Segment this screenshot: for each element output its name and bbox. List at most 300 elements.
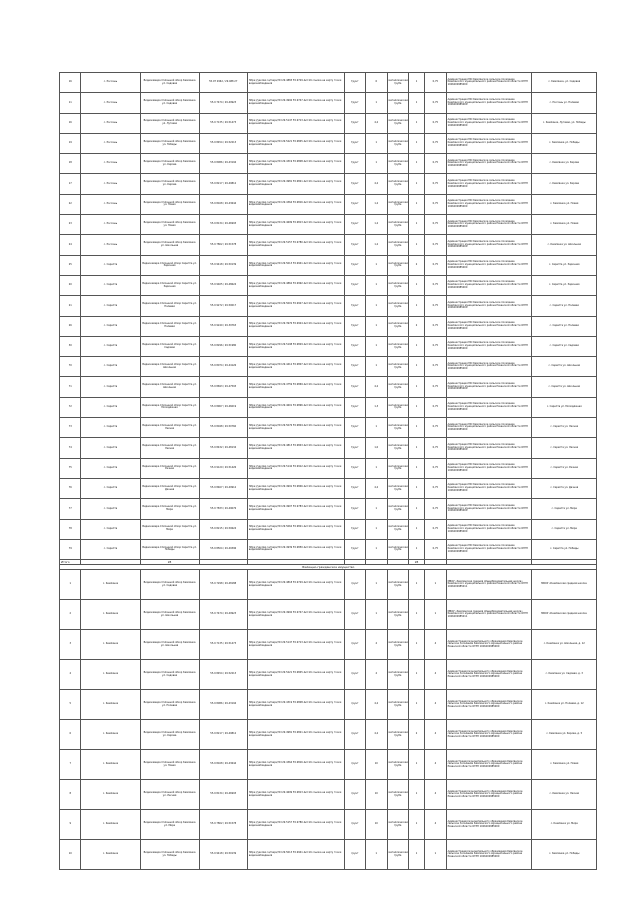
settlement-cell: с. Сарепта: [81, 377, 140, 397]
map-link-cell[interactable]: https://yandex.ru/maps/?ll=29.4939 55.9850 &z=16 ссылка на карту точки видеонаблюдения: [247, 539, 344, 559]
count-a-cell: 1: [409, 357, 425, 377]
count-b-cell: 0,75: [425, 438, 446, 458]
count-b-cell: 4: [425, 780, 446, 810]
object-name-cell: Видеокамера Сплошной обзор Кемлянка ул. Школьная: [140, 630, 199, 660]
settlement-cell: с. Сарепта: [81, 418, 140, 438]
area-value-cell: 1: [366, 519, 387, 539]
coordinates-cell: 55.9 7833 / 29.49076: [199, 499, 247, 519]
object-name-cell: Видеокамера Сплошной обзор Сарепта ул. Лесная: [140, 418, 199, 438]
material-cell: металлическая труба: [387, 275, 408, 295]
area-value-cell: 1: [366, 255, 387, 275]
settlement-cell: с. Сарепта: [81, 357, 140, 377]
row-number-cell: 78: [60, 519, 81, 539]
surface-type-cell: грунт: [344, 810, 365, 840]
map-link-cell[interactable]: https://yandex.ru/maps/?ll=29.5076 55.9804 &z=16 ссылка на карту точки видеонаблюдения: [247, 418, 344, 438]
map-link-cell[interactable]: https://yandex.ru/maps/?ll=29.4601 55.9896 &z=16 ссылка на карту точки видеонаблюдения: [247, 397, 344, 417]
table-row: [60, 336, 597, 356]
count-a-cell: 1: [409, 570, 425, 600]
coordinates-cell: 55.9 9272 / 29.50017: [199, 296, 247, 316]
count-a-cell: 1: [409, 73, 425, 93]
table-row: [60, 570, 597, 600]
row-number-cell: 22: [60, 194, 81, 214]
count-a-cell: 1: [409, 478, 425, 498]
area-value-cell: 4,2: [366, 690, 387, 720]
material-cell: металлическая труба: [387, 336, 408, 356]
row-number-cell: 9: [60, 810, 81, 840]
material-cell: металлическая труба: [387, 780, 408, 810]
count-b-cell: 0,75: [425, 539, 446, 559]
material-cell: металлическая труба: [387, 113, 408, 133]
row-number-cell: 25: [60, 255, 81, 275]
count-a-cell: 1: [409, 438, 425, 458]
table-row: [60, 630, 597, 660]
address-cell: с. Кемлянка ул. Школьная: [532, 235, 597, 255]
count-a-cell: 1: [409, 600, 425, 630]
table-row: [60, 600, 597, 630]
map-link-cell[interactable]: https://yandex.ru/maps/?ll=29.5001 55.9927 &z=16 ссылка на карту точки видеонаблюдения: [247, 296, 344, 316]
address-cell: с. Кемлянка ул. Победы: [532, 840, 597, 870]
address-cell: с. Кемлянка ул. Садовая, д. 3: [532, 660, 597, 690]
surface-type-cell: грунт: [344, 750, 365, 780]
address-cell: с. Сарепта ул. Победы: [532, 539, 597, 559]
map-link-cell[interactable]: https://yandex.ru/maps/?ll=29.4759 55.9869 &z=16 ссылка на карту точки видеонаблюдения: [247, 377, 344, 397]
row-number-cell: 1: [60, 570, 81, 600]
material-cell: металлическая труба: [387, 316, 408, 336]
owner-cell: Администрация муниципального образования Кемлянское сельское поселение Кемлянского муниципального района Рязанской области ОГРН 1026200985000: [446, 630, 532, 660]
material-cell: металлическая труба: [387, 154, 408, 174]
address-cell: с. Сарепта ул. Заречная: [532, 255, 597, 275]
material-cell: металлическая труба: [387, 357, 408, 377]
count-b-cell: 0,75: [425, 215, 446, 235]
address-cell: с. Кемлянка ул. Новая: [532, 750, 597, 780]
count-a-cell: 1: [409, 519, 425, 539]
address-cell: с. Кемлянка ул. Кирова: [532, 154, 597, 174]
area-value-cell: 1: [366, 539, 387, 559]
material-cell: металлическая труба: [387, 215, 408, 235]
settlement-cell: с. Сарепта: [81, 478, 140, 498]
count-b-cell: 0,75: [425, 519, 446, 539]
surface-type-cell: Грунт: [344, 275, 365, 295]
settlement-cell: с. Россошь: [81, 174, 140, 194]
owner-cell: Администрация МО Кемлянское сельское поселение Кемлянского муниципального района Рязанской области ОГРН 1026200985000: [446, 215, 532, 235]
coordinates-cell: 55.9 9418 / 29.50139: [199, 255, 247, 275]
count-a-cell: 1: [409, 377, 425, 397]
surface-type-cell: Грунт: [344, 316, 365, 336]
area-value-cell: 10: [366, 810, 387, 840]
map-link-cell[interactable]: https://yandex.ru/maps/?ll=29.4364 55.9816 &z=16 ссылка на карту точки видеонаблюдения: [247, 194, 344, 214]
settlement-cell: с. Россошь: [81, 194, 140, 214]
coordinates-cell: 55.9 8296 / 29.51980: [199, 336, 247, 356]
material-cell: металлическая труба: [387, 519, 408, 539]
count-b-cell: 0,75: [425, 316, 446, 336]
area-value-cell: 4,2: [366, 113, 387, 133]
map-link-cell[interactable]: https://yandex.ru/maps/?ll=29.5157 55.9780 &z=16 ссылка на карту точки видеонаблюдения: [247, 810, 344, 840]
row-number-cell: 2: [60, 600, 81, 630]
count-a-cell: 1: [409, 539, 425, 559]
owner-cell: Администрация МО Кемлянское сельское поселение Кемлянского муниципального района Рязанской области ОГРН 1026200985000: [446, 113, 532, 133]
surface-type-cell: Грунт: [344, 93, 365, 113]
map-link-cell[interactable]: https://yandex.ru/maps/?ll=29.4907 55.9783 &z=16 ссылка на карту точки видеонаблюдения: [247, 499, 344, 519]
row-number-cell: 5: [60, 690, 81, 720]
table-row: [60, 660, 597, 690]
coordinates-cell: 55.9 8454 / 29.52213: [199, 133, 247, 153]
table-row: [60, 215, 597, 235]
surface-type-cell: грунт: [344, 600, 365, 630]
map-link-cell[interactable]: https://yandex.ru/maps/?ll=29.5013 55.9941 &z=16 ссылка на карту точки видеонаблюдения: [247, 255, 344, 275]
owner-cell: Администрация МО Кемлянское сельское поселение Кемлянского муниципального района Рязанской области ОГРН 1026200985000: [446, 397, 532, 417]
material-cell: металлическая труба: [387, 720, 408, 750]
owner-cell: Администрация МО Кемлянское сельское поселение Кемлянского муниципального района Рязанской области ОГРН 1026200985000: [446, 235, 532, 255]
object-name-cell: Видеокамера Сплошной обзор Кемлянка ул. Полевая: [140, 690, 199, 720]
address-cell: с. Кемлянка ул. Полевая, д. 12: [532, 690, 597, 720]
address-cell: с. Сарепта ул. Заречная: [532, 275, 597, 295]
map-link-cell[interactable]: https://yandex.ru/maps/?ll=29.4981 55.9821 &z=16 ссылка на карту точки видеонаблюдения: [247, 174, 344, 194]
owner-cell: Администрация МО Кемлянское сельское поселение Кемлянского муниципального района Рязанской области ОГРН 1026200985000: [446, 174, 532, 194]
coordinates-cell: 55.9 8074 / 29.44126: [199, 357, 247, 377]
count-b-cell: 1: [425, 600, 446, 630]
address-cell: с. Кемлянка ул. Кирова: [532, 174, 597, 194]
count-b-cell: 0,75: [425, 174, 446, 194]
surface-type-cell: Грунт: [344, 458, 365, 478]
map-link-cell[interactable]: https://yandex.ru/maps/?ll=29.3976 55.9924 &z=16 ссылка на карту точки видеонаблюдения: [247, 316, 344, 336]
count-a-cell: 1: [409, 840, 425, 870]
map-link-cell[interactable]: https://yandex.ru/maps/?ll=29.4813 55.9843 &z=16 ссылка на карту точки видеонаблюдения: [247, 438, 344, 458]
material-cell: металлическая труба: [387, 840, 408, 870]
material-cell: металлическая труба: [387, 255, 408, 275]
count-a-cell: 1: [409, 174, 425, 194]
object-name-cell: Видеокамера Сплошной обзор Сарепта ул. Дачная: [140, 478, 199, 498]
coordinates-cell: 55.9 7298 / 29.48188: [199, 570, 247, 600]
owner-cell: Администрация МО Кемлянское сельское поселение Кемлянского муниципального района Рязанской области ОГРН 1026200985000: [446, 438, 532, 458]
coordinates-cell: 55.9 8086 / 29.43194: [199, 154, 247, 174]
settlement-cell: с. Россошь: [81, 235, 140, 255]
surface-type-cell: Грунт: [344, 133, 365, 153]
area-value-cell: 4,2: [366, 720, 387, 750]
area-value-cell: 1: [366, 296, 387, 316]
count-b-cell: 0,75: [425, 275, 446, 295]
count-a-cell: 1: [409, 458, 425, 478]
object-name-cell: Видеокамера Сплошной обзор Кемлянка ул. Новая: [140, 215, 199, 235]
object-name-cell: Видеокамера Сплошной обзор Кемлянка ул. Лесная: [140, 780, 199, 810]
count-a-cell: 1: [409, 810, 425, 840]
count-b-cell: 0,75: [425, 336, 446, 356]
count-b-cell: 0,75: [425, 418, 446, 438]
object-name-cell: Видеокамера Сплошной обзор Сарепта ул. Полевая: [140, 316, 199, 336]
count-a-cell: 1: [409, 154, 425, 174]
area-value-cell: 1: [366, 499, 387, 519]
count-a-cell: 1: [409, 660, 425, 690]
object-name-cell: Видеокамера Сплошной обзор Сарепта ул. Мира: [140, 519, 199, 539]
surface-type-cell: Грунт: [344, 235, 365, 255]
material-cell: металлическая труба: [387, 750, 408, 780]
object-name-cell: Видеокамера Сплошной обзор Кемлянка ул. Школьная: [140, 235, 199, 255]
owner-cell: Администрация МО Кемлянское сельское поселение Кемлянского муниципального района Рязанской области ОГРН 1026200985000: [446, 357, 532, 377]
row-number-cell: 77: [60, 499, 81, 519]
count-a-cell: 1: [409, 133, 425, 153]
count-b-cell: 0,75: [425, 154, 446, 174]
row-number-cell: 74: [60, 438, 81, 458]
count-b-cell: 4: [425, 630, 446, 660]
coordinates-cell: 55.97 2962 / 29.488 27: [199, 73, 247, 93]
table-row: [60, 840, 597, 870]
row-number-cell: 75: [60, 458, 81, 478]
area-value-cell: 1: [366, 154, 387, 174]
owner-cell: Администрация МО Кемлянское сельское поселение Кемлянского муниципального района Рязанской области ОГРН 1026200985000: [446, 133, 532, 153]
object-name-cell: Видеокамера Сплошной обзор Сарепта ул. Победы: [140, 539, 199, 559]
address-cell: МБОУ «Кемлянская средняя школа»: [532, 570, 597, 600]
material-cell: металлическая труба: [387, 438, 408, 458]
count-b-cell: 0,75: [425, 93, 446, 113]
map-link-cell[interactable]: https://yandex.ru/maps/?ll=29.4991 55.9846 &z=16 ссылка на карту точки видеонаблюдения: [247, 478, 344, 498]
map-link-cell[interactable]: https://yandex.ru/maps/?ll=29.4862 55.9992 &z=16 ссылка на карту точки видеонаблюдения: [247, 275, 344, 295]
table-row: [60, 780, 597, 810]
material-cell: металлическая труба: [387, 458, 408, 478]
area-value-cell: 6: [366, 73, 387, 93]
coordinates-cell: 55.9 8134 / 29.46993: [199, 780, 247, 810]
coordinates-cell: 55.9 7135 / 29.51473: [199, 630, 247, 660]
map-link-cell[interactable]: https://yandex.ru/maps/?ll=29.5157 55.9780 &z=16 ссылка на карту точки видеонаблюдения: [247, 235, 344, 255]
surface-type-cell: Грунт: [344, 296, 365, 316]
address-cell: с. Кемлянка ул. Школьная, д. 12: [532, 630, 597, 660]
owner-cell: Администрация МО Кемлянское сельское поселение Кемлянского муниципального района Рязанской области ОГРН 1026200985000: [446, 539, 532, 559]
coordinates-cell: 55.9 9240 / 29.39763: [199, 316, 247, 336]
table-row: [60, 499, 597, 519]
owner-cell: МБОУ «Кемлянская средняя общеобразовательная школа» Кемлянского муниципального района Рязанской области ОГРН 1026200985011: [446, 600, 532, 630]
count-a-cell: 1: [409, 296, 425, 316]
surface-type-cell: грунт: [344, 570, 365, 600]
count-a-cell: 1: [409, 113, 425, 133]
owner-cell: Администрация МО Кемлянское сельское поселение Кемлянского муниципального района Рязанской области ОГРН 1026200985000: [446, 478, 532, 498]
area-value-cell: 4: [366, 660, 387, 690]
map-link-cell[interactable]: https://yandex.ru/maps/?ll=29.4818 55.9729 &z=16 ссылка на карту точки видеонаблюдения: [247, 570, 344, 600]
owner-cell: Администрация МО Кемлянское сельское поселение Кемлянского муниципального района Рязанской области ОГРН 1026200985000: [446, 93, 532, 113]
owner-cell: Администрация МО Кемлянское сельское поселение Кемлянского муниципального района Рязанской области ОГРН 1026200985000: [446, 194, 532, 214]
table-row: [60, 255, 597, 275]
material-cell: металлическая труба: [387, 194, 408, 214]
area-value-cell: 4,2: [366, 174, 387, 194]
address-cell: с. Сарепта ул. Полевая: [532, 296, 597, 316]
count-a-cell: 1: [409, 690, 425, 720]
row-number-cell: 3: [60, 630, 81, 660]
settlement-cell: с. Кемлянка: [81, 810, 140, 840]
count-b-cell: 0,75: [425, 397, 446, 417]
map-link-cell[interactable]: https://yandex.ru/maps/?ll=29.5147 55.9713 &z=16 ссылка на карту точки видеонаблюдения: [247, 113, 344, 133]
table-row: [60, 478, 597, 498]
count-b-cell: 4: [425, 720, 446, 750]
registry-sheet: [59, 72, 597, 870]
owner-cell: Администрация МО Кемлянское сельское поселение Кемлянского муниципального района Рязанской области ОГРН 1026200985000: [446, 316, 532, 336]
row-number-cell: 16: [60, 113, 81, 133]
table-row: [60, 377, 597, 397]
count-b-cell: 4: [425, 750, 446, 780]
row-number-cell: 11: [60, 93, 81, 113]
count-b-cell: 0,75: [425, 478, 446, 498]
count-b-cell: 0,75: [425, 377, 446, 397]
map-link-cell[interactable]: https://yandex.ru/maps/?ll=29.4319 55.9808 &z=16 ссылка на карту точки видеонаблюдения: [247, 154, 344, 174]
settlement-cell: с. Россошь: [81, 93, 140, 113]
row-number-cell: 70: [60, 357, 81, 377]
object-name-cell: Видеокамера Сплошной обзор Сарепта ул. Садовая: [140, 336, 199, 356]
total-count-cell: 28: [140, 560, 199, 565]
map-link-cell[interactable]: https://yandex.ru/maps/?ll=29.4699 55.9813 &z=16 ссылка на карту точки видеонаблюдения: [247, 780, 344, 810]
material-cell: металлическая труба: [387, 296, 408, 316]
material-cell: металлическая труба: [387, 499, 408, 519]
count-a-cell: 1: [409, 336, 425, 356]
object-name-cell: Видеокамера Сплошной обзор Кемлянка ул. Луговая: [140, 113, 199, 133]
material-cell: металлическая труба: [387, 810, 408, 840]
owner-cell: Администрация МО Кемлянское сельское поселение Кемлянского муниципального района Рязанской области ОГРН 1026200985000: [446, 275, 532, 295]
owner-cell: Администрация муниципального образования Кемлянское сельское поселение Кемлянского муниципального района Рязанской области ОГРН 1026200985000: [446, 810, 532, 840]
owner-cell: Администрация муниципального образования Кемлянское сельское поселение Кемлянского муниципального района Рязанской области ОГРН 1026200985000: [446, 660, 532, 690]
owner-cell: Администрация МО Кемлянское сельское поселение Кемлянского муниципального района Рязанской области ОГРН 1026200985000: [446, 458, 532, 478]
map-link-cell[interactable]: https://yandex.ru/maps/?ll=29.5198 55.9829 &z=16 ссылка на карту точки видеонаблюдения: [247, 336, 344, 356]
map-link-cell[interactable]: https://yandex.ru/maps/?ll=29.4883 55.9729 &z=16 ссылка на карту точки видеонаблюдения: [247, 73, 344, 93]
material-cell: металлическая труба: [387, 235, 408, 255]
surface-type-cell: грунт: [344, 840, 365, 870]
coordinates-cell: 55.9 8967 / 29.46019: [199, 397, 247, 417]
map-link-cell[interactable]: https://yandex.ru/maps/?ll=29.4992 55.9747 &z=16 ссылка на карту точки видеонаблюдения: [247, 600, 344, 630]
count-b-cell: 1: [425, 570, 446, 600]
table-row: [60, 316, 597, 336]
object-name-cell: Видеокамера Сплошной обзор Сарепта ул. Лесная: [140, 438, 199, 458]
surface-type-cell: грунт: [344, 630, 365, 660]
material-cell: металлическая труба: [387, 73, 408, 93]
row-number-cell: 10: [60, 840, 81, 870]
total-sum-cell: 28: [409, 560, 425, 565]
material-cell: металлическая труба: [387, 539, 408, 559]
table-row: [60, 113, 597, 133]
count-a-cell: 1: [409, 750, 425, 780]
material-cell: металлическая труба: [387, 630, 408, 660]
table-row: [60, 539, 597, 559]
address-cell: с. Кемлянка ул. Кирова, д. 5: [532, 720, 597, 750]
surface-type-cell: Грунт: [344, 174, 365, 194]
map-link-cell[interactable]: https://yandex.ru/maps/?ll=29.5013 55.9941 &z=16 ссылка на карту точки видеонаблюдения: [247, 840, 344, 870]
material-cell: металлическая труба: [387, 418, 408, 438]
address-cell: с. Сарепта ул. Полевая: [532, 316, 597, 336]
map-link-cell[interactable]: https://yandex.ru/maps/?ll=29.4412 55.9807 &z=16 ссылка на карту точки видеонаблюдения: [247, 357, 344, 377]
section-title: Жилищно-гражданское имущество: [60, 565, 597, 570]
material-cell: металлическая труба: [387, 377, 408, 397]
table-row: [60, 296, 597, 316]
object-name-cell: Видеокамера Сплошной обзор Кемлянка ул. Садовая: [140, 570, 199, 600]
registry-table: [59, 72, 597, 870]
address-cell: с. Кемлянка ул. Новая: [532, 194, 597, 214]
count-a-cell: 1: [409, 780, 425, 810]
address-cell: с. Сарепта ул. Лесная: [532, 438, 597, 458]
area-value-cell: 1: [366, 570, 387, 600]
count-a-cell: 1: [409, 418, 425, 438]
object-name-cell: Видеокамера Сплошной обзор Кемлянка ул. Садовая: [140, 93, 199, 113]
settlement-cell: с. Сарепта: [81, 397, 140, 417]
row-number-cell: 16: [60, 73, 81, 93]
owner-cell: Администрация МО Кемлянское сельское поселение Кемлянского муниципального района Рязанской области ОГРН 1026200985000: [446, 499, 532, 519]
map-link-cell[interactable]: https://yandex.ru/maps/?ll=29.5062 55.9821 &z=16 ссылка на карту точки видеонаблюдения: [247, 519, 344, 539]
address-cell: с. Сарепта ул. Лесная: [532, 418, 597, 438]
area-value-cell: 1: [366, 458, 387, 478]
registry-body: [60, 73, 597, 870]
object-name-cell: Видеокамера Сплошной обзор Сарепта ул. Школьная: [140, 357, 199, 377]
count-a-cell: 1: [409, 397, 425, 417]
coordinates-cell: 55.9 8048 / 29.50760: [199, 418, 247, 438]
object-name-cell: Видеокамера Сплошной обзор Сарепта ул. Полевая: [140, 296, 199, 316]
settlement-cell: с. Сарепта: [81, 458, 140, 478]
map-link-cell[interactable]: https://yandex.ru/maps/?ll=29.4364 55.9816 &z=16 ссылка на карту точки видеонаблюдения: [247, 750, 344, 780]
area-value-cell: 1: [366, 336, 387, 356]
table-row: [60, 720, 597, 750]
surface-type-cell: Грунт: [344, 255, 365, 275]
area-value-cell: 1,3: [366, 397, 387, 417]
map-link-cell[interactable]: https://yandex.ru/maps/?ll=29.5221 55.9845 &z=16 ссылка на карту точки видеонаблюдения: [247, 660, 344, 690]
area-value-cell: 10: [366, 780, 387, 810]
map-link-cell[interactable]: https://yandex.ru/maps/?ll=29.4699 55.9813 &z=16 ссылка на карту точки видеонаблюдения: [247, 215, 344, 235]
settlement-cell: с. Россошь: [81, 73, 140, 93]
surface-type-cell: Грунт: [344, 113, 365, 133]
area-value-cell: 1,2: [366, 235, 387, 255]
map-link-cell[interactable]: https://yandex.ru/maps/?ll=29.5221 55.9845 &z=16 ссылка на карту точки видеонаблюдения: [247, 133, 344, 153]
map-link-cell[interactable]: https://yandex.ru/maps/?ll=29.4992 55.9747 &z=16 ссылка на карту точки видеонаблюдения: [247, 93, 344, 113]
settlement-cell: с. Сарепта: [81, 519, 140, 539]
surface-type-cell: грунт: [344, 660, 365, 690]
object-name-cell: Видеокамера Сплошной обзор Сарепта ул. Заречная: [140, 255, 199, 275]
row-number-cell: 6: [60, 720, 81, 750]
owner-cell: Администрация муниципального образования Кемлянское сельское поселение Кемлянского муниципального района Рязанской области ОГРН 1026200985000: [446, 750, 532, 780]
table-row: [60, 174, 597, 194]
surface-type-cell: Грунт: [344, 397, 365, 417]
map-link-cell[interactable]: https://yandex.ru/maps/?ll=29.5147 55.9713 &z=16 ссылка на карту точки видеонаблюдения: [247, 630, 344, 660]
coordinates-cell: 55.9 7802 / 29.51578: [199, 235, 247, 255]
count-b-cell: 0,75: [425, 458, 446, 478]
owner-cell: Администрация муниципального образования Кемлянское сельское поселение Кемлянского муниципального района Рязанской области ОГРН 1026200985000: [446, 780, 532, 810]
settlement-cell: с. Сарепта: [81, 255, 140, 275]
row-number-cell: 71: [60, 377, 81, 397]
settlement-cell: с. Кемлянка: [81, 600, 140, 630]
row-number-cell: 23: [60, 215, 81, 235]
area-value-cell: 1,2: [366, 194, 387, 214]
map-link-cell[interactable]: https://yandex.ru/maps/?ll=29.5142 55.9912 &z=16 ссылка на карту точки видеонаблюдения: [247, 458, 344, 478]
map-link-cell[interactable]: https://yandex.ru/maps/?ll=29.4981 55.9821 &z=16 ссылка на карту точки видеонаблюдения: [247, 720, 344, 750]
owner-cell: Администрация МО Кемлянское сельское поселение Кемлянского муниципального района Рязанской области ОГРН 1026200985000: [446, 418, 532, 438]
object-name-cell: Видеокамера Сплошной обзор Кемлянка ул. Новая: [140, 194, 199, 214]
map-link-cell[interactable]: https://yandex.ru/maps/?ll=29.4319 55.9808 &z=16 ссылка на карту точки видеонаблюдения: [247, 690, 344, 720]
owner-cell: Администрация муниципального образования Кемлянское сельское поселение Кемлянского муниципального района Рязанской области ОГРН 1026200985000: [446, 720, 532, 750]
address-cell: с. Кемлянка ул. Мира: [532, 810, 597, 840]
area-value-cell: 1: [366, 275, 387, 295]
row-number-cell: 24: [60, 235, 81, 255]
object-name-cell: Видеокамера Сплошной обзор Кемлянка ул. Кирова: [140, 720, 199, 750]
surface-type-cell: Грунт: [344, 154, 365, 174]
coordinates-cell: 55.9 7474 / 29.49923: [199, 600, 247, 630]
coordinates-cell: 55.9 8432 / 29.48134: [199, 438, 247, 458]
table-row: [60, 519, 597, 539]
row-number-cell: 30: [60, 336, 81, 356]
object-name-cell: Видеокамера Сплошной обзор Кемлянка ул. Мира: [140, 810, 199, 840]
settlement-cell: с. Кемлянка: [81, 690, 140, 720]
area-value-cell: 1: [366, 600, 387, 630]
settlement-cell: с. Кемлянка: [81, 720, 140, 750]
object-name-cell: Видеокамера Сплошной обзор Сарепта ул. Мира: [140, 499, 199, 519]
table-row: [60, 690, 597, 720]
settlement-cell: с. Кемлянка: [81, 750, 140, 780]
address-cell: с. Сарепта ул. Дачная: [532, 478, 597, 498]
coordinates-cell: 55.9 8504 / 29.49396: [199, 539, 247, 559]
count-a-cell: 1: [409, 215, 425, 235]
coordinates-cell: 55.9 8215 / 29.50624: [199, 519, 247, 539]
address-cell: с. Сарепта ул. Школьная: [532, 377, 597, 397]
object-name-cell: Видеокамера Сплошной обзор Кемлянка ул. Школьная: [140, 600, 199, 630]
count-b-cell: 0,75: [425, 133, 446, 153]
surface-type-cell: грунт: [344, 720, 365, 750]
